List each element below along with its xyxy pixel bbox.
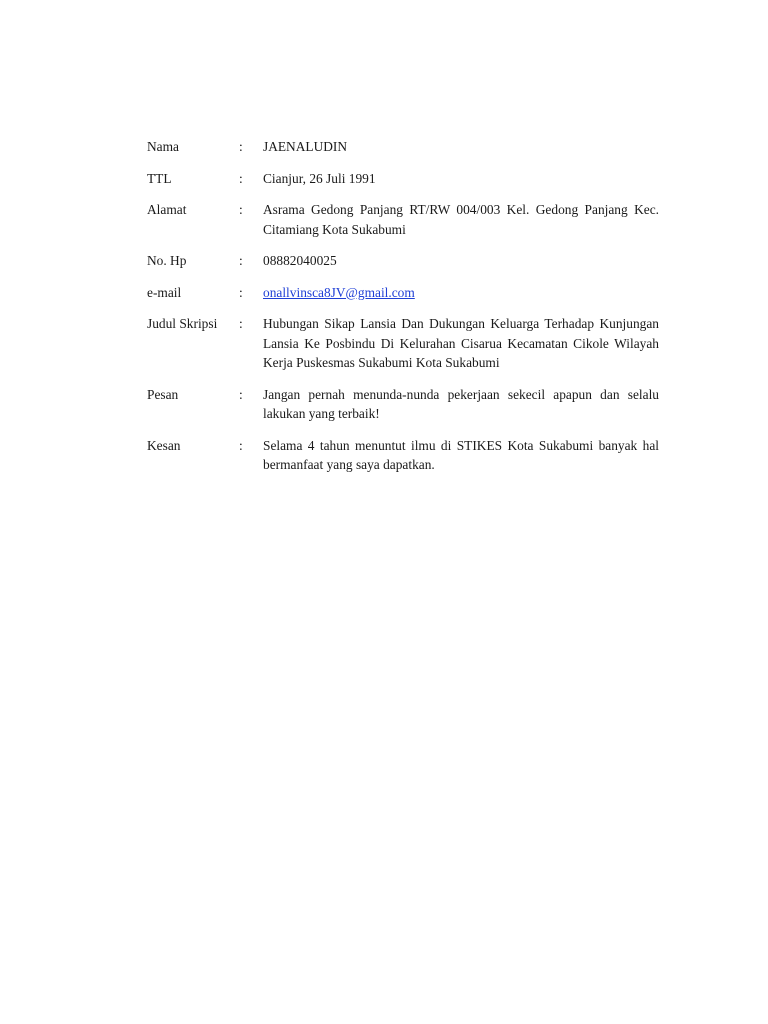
biodata-list <box>147 137 659 475</box>
field-label: Judul Skripsi <box>147 316 218 331</box>
field-nama <box>147 137 659 157</box>
field-value <box>263 283 659 303</box>
field-separator: : <box>239 253 243 268</box>
field-value: Hubungan Sikap Lansia Dan Dukungan Keluarga Terhadap Kunjungan Lansia Ke Posbindu Di Kelurahan Cisarua Kecamatan Cikole Wilayah Kerja Puskesmas Sukabumi Kota Sukabumi <box>263 316 659 370</box>
field-separator: : <box>239 437 243 453</box>
field-email <box>147 283 659 303</box>
field-label: No. Hp <box>147 253 187 268</box>
field-value: Jangan pernah menunda-nunda pekerjaan sekecil apapun dan selalu lakukan yang terbaik! <box>263 386 659 421</box>
field-separator: : <box>239 139 243 154</box>
field-separator: : <box>239 386 243 402</box>
field-pesan <box>147 385 659 424</box>
field-value: JAENALUDIN <box>263 139 348 154</box>
field-judul-skripsi <box>147 314 659 373</box>
field-value: Selama 4 tahun menuntut ilmu di STIKES Kota Sukabumi banyak hal bermanfaat yang saya dapatkan. <box>263 437 659 472</box>
field-value: Asrama Gedong Panjang RT/RW 004/003 Kel. Gedong Panjang Kec. Citamiang Kota Sukabumi <box>263 202 659 237</box>
field-separator: : <box>239 284 243 300</box>
field-label: TTL <box>147 170 172 186</box>
field-kesan <box>147 436 659 475</box>
field-hp <box>147 251 659 271</box>
email-link[interactable]: onallvinsca8JV@gmail.com <box>263 284 415 300</box>
field-separator: : <box>239 316 243 331</box>
field-label: Nama <box>147 139 179 154</box>
field-label: Alamat <box>147 202 187 217</box>
field-separator: : <box>239 202 243 217</box>
field-ttl <box>147 169 659 189</box>
field-value: Cianjur, 26 Juli 1991 <box>263 170 376 186</box>
field-label: Kesan <box>147 437 181 453</box>
field-label: Pesan <box>147 386 179 402</box>
field-value: 08882040025 <box>263 253 337 268</box>
field-separator: : <box>239 170 243 186</box>
field-label: e-mail <box>147 284 182 300</box>
field-alamat <box>147 200 659 239</box>
